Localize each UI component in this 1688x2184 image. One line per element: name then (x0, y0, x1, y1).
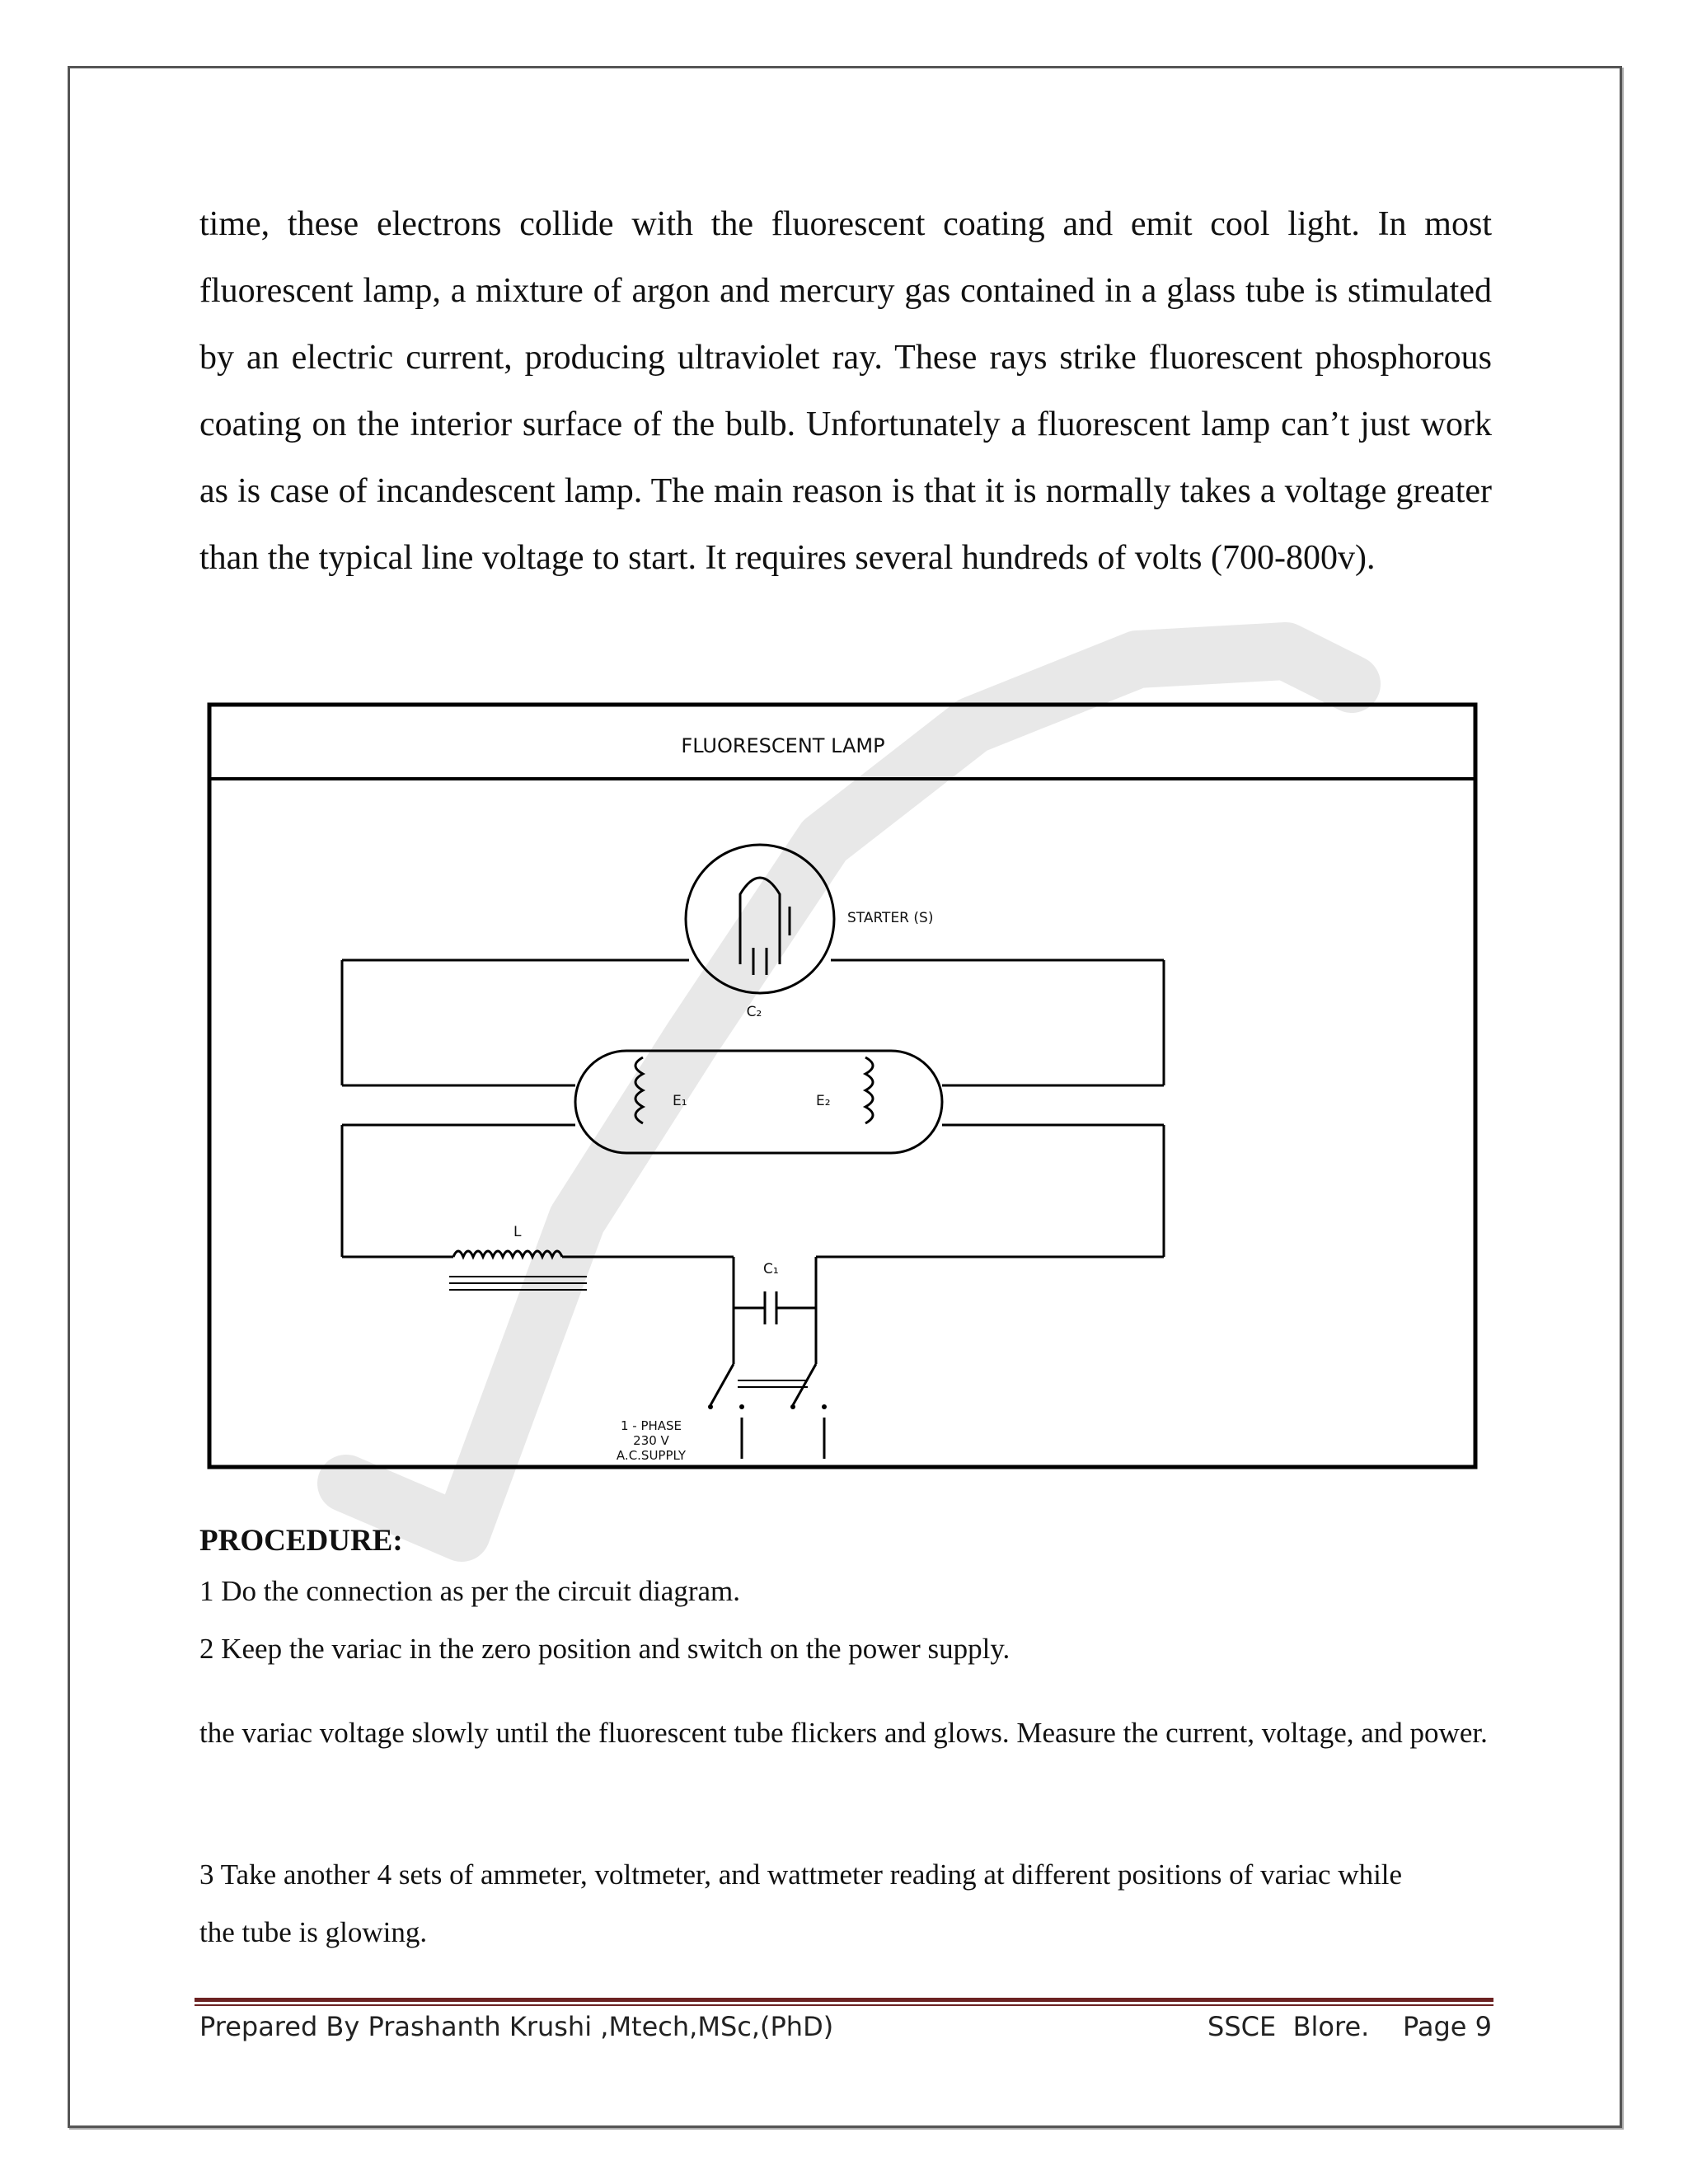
footer-page-info: SSCE Blore. Page 9 (1207, 2011, 1492, 2042)
c2-label: C₂ (746, 1004, 762, 1020)
switch-blade (710, 1364, 734, 1405)
starter-label: STARTER (S) (847, 910, 934, 926)
c1-label: C₁ (763, 1261, 779, 1277)
procedure-step-1: 1 Do the connection as per the circuit diagram. (199, 1575, 741, 1607)
inductor-label: L (513, 1224, 522, 1240)
e1-label: E₁ (673, 1093, 687, 1109)
supply-label-line1: 1 - PHASE (620, 1418, 682, 1433)
procedure-step-2: 2 Keep the variac in the zero position and switch on the power supply. (199, 1633, 1010, 1665)
starter-bulb (686, 845, 834, 993)
procedure-step-2-continued: the variac voltage slowly until the fluorescent tube flickers and glows. Measure the current, voltage, and power. (199, 1717, 1488, 1749)
procedure-heading: PROCEDURE: (199, 1524, 403, 1558)
supply-label-line3: A.C.SUPPLY (616, 1448, 687, 1463)
diagram-title: FLUORESCENT LAMP (681, 734, 885, 757)
footer-rule (195, 1998, 1493, 2002)
fluorescent-tube (575, 1051, 942, 1153)
e2-label: E₂ (816, 1093, 831, 1109)
circuit-diagram (206, 696, 1482, 1479)
procedure-step-3: 3 Take another 4 sets of ammeter, voltmeter, and wattmeter reading at different positions of variac while the tube is glowing. (199, 1858, 1403, 1948)
intro-paragraph: time, these electrons collide with the fluorescent coating and emit cool light. In most fluorescent lamp, a mixture of argon and mercury gas contained in a glass tube is stimulated by an electric current, producing ultraviolet ray. These rays strike fluorescent phosphorous coating on the interior surface of the bulb. Unfortunately a fluorescent lamp can’t just work as is case of incandescent lamp. The main reason is that it is normally takes a voltage greater than the typical line voltage to start. It requires several hundreds of volts (700-800v). (199, 205, 1492, 577)
starter-bimetal (740, 878, 780, 964)
footer-author: Prepared By Prashanth Krushi ,Mtech,MSc,(PhD) (199, 2011, 834, 2042)
supply-label-line2: 230 V (633, 1433, 669, 1448)
filament-e2 (865, 1057, 873, 1123)
footer-rule-thin (195, 2004, 1493, 2006)
inductor-coil (453, 1251, 562, 1257)
filament-e1 (635, 1057, 643, 1123)
